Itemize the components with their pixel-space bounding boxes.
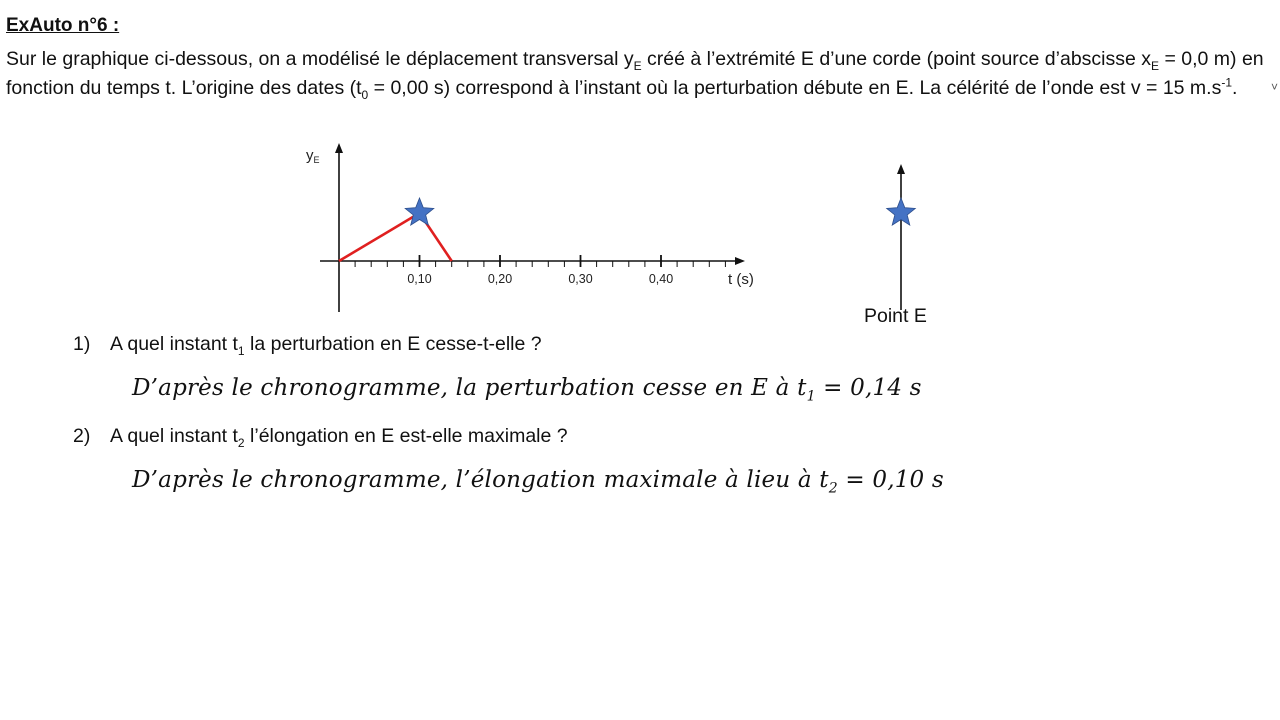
answer-1 [132,375,922,405]
intro-text: Sur le graphique ci-dessous, on a modélisé le déplacement transversal y [6,48,634,70]
answer-sub: 2 [828,480,838,497]
tick-label: 0,30 [568,272,593,286]
intro-text: = 0,0 m) en fonction du temps t. L’origine des dates (t [6,48,1264,99]
question-2 [73,425,568,448]
tick-label: 0,40 [648,272,674,286]
question-text: l’élongation en E est-elle maximale ? [244,425,568,447]
x-axis-arrow [735,257,745,265]
question-sub: 1 [237,343,245,358]
question-sub: 2 [237,435,245,450]
y-axis-arrow [335,143,343,153]
tick-label: 0,10 [407,272,432,286]
minor-ticks [355,261,725,267]
question-text: la perturbation en E cesse-t-elle ? [244,333,542,355]
point-e-label: Point E [864,305,927,327]
intro-sup: -1 [1221,75,1233,90]
answer-sub: 1 [806,388,816,405]
intro-text: créé à l’extrémité E d’une corde (point source d’abscisse x [641,48,1152,70]
exercise-title: ExAuto n°6 : [6,15,120,36]
y-axis-label: $y_E$ [306,147,320,165]
intro-sub: E [633,58,642,73]
intro-sub: E [1151,58,1160,73]
point-e-diagram [887,164,916,310]
question-text: A quel instant t [110,425,238,447]
question-1 [73,333,542,356]
question-number: 2) [73,425,91,447]
answer-text: = 0,10 s [837,467,944,493]
point-e-star [887,198,916,225]
x-axis-label: t (s) [728,271,754,288]
intro-paragraph [6,45,1268,103]
point-e-arrow [897,164,905,174]
signal-line [339,213,452,261]
intro-sub: 0 [361,87,369,102]
answer-text: D’après le chronogramme, l’élongation maximale à lieu à t [132,467,829,493]
major-ticks [420,255,662,267]
answer-text: = 0,14 s [815,375,922,401]
tick-labels [407,272,673,286]
answer-2 [132,467,944,497]
page-edge-mark: ˅ [1270,80,1278,94]
intro-text: . [1232,77,1238,99]
question-number: 1) [73,333,91,355]
answer-text: D’après le chronogramme, la perturbation cesse en E à t [132,375,807,401]
question-text: A quel instant t [110,333,238,355]
intro-text: = 0,00 s) correspond à l’instant où la perturbation débute en E. La célérité de l’onde est v = 15 m.s [368,77,1222,99]
maximum-star-marker [405,198,434,225]
tick-label: 0,20 [487,272,513,286]
chronogram-chart [306,143,754,312]
